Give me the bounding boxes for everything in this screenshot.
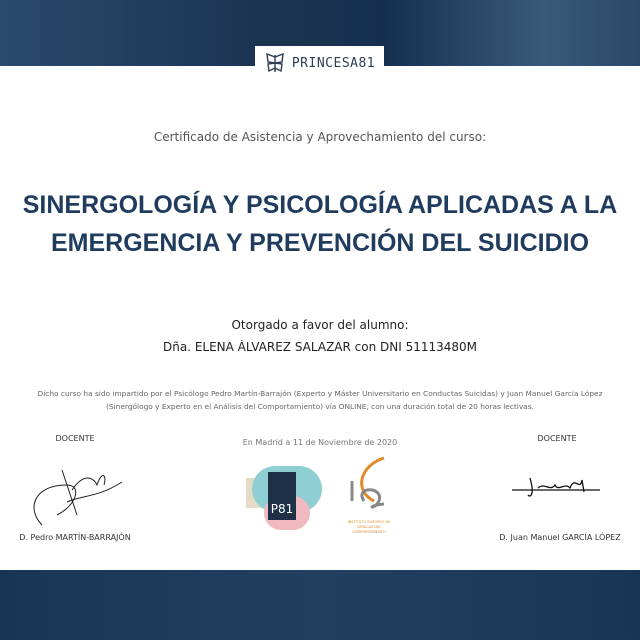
- certificate-subtitle: Certificado de Asistencia y Aprovechamiento del curso:: [153, 130, 487, 144]
- brand-logo: [255, 46, 384, 80]
- description-line-1: Dicho curso ha sido impartido por el Psicólogo Pedro Martín-Barrajón (Experto y Máster Universitario en Conductas Suicidas) y Juan Manuel García López: [37, 389, 603, 398]
- butterfly-icon: [264, 53, 286, 73]
- description-line-2: (Sinergólogo y Experto en el Análisis del Comportamiento) vía ONLINE, con una duración total de 20 horas lectivas.: [106, 402, 534, 411]
- right-role: DOCENTE: [537, 434, 577, 443]
- footer-background: [0, 570, 640, 640]
- awarded-label: Otorgado a favor del alumno:: [231, 318, 409, 332]
- right-teacher-name: D. Juan Manuel GARCÍA LÓPEZ: [499, 533, 621, 542]
- left-teacher-name: D. Pedro MARTÍN-BARRAJÓN: [19, 533, 131, 542]
- title-line-1: SINERGOLOGÍA Y PSICOLOGÍA APLICADAS A LA: [22, 191, 618, 219]
- title-line-2: EMERGENCIA Y PREVENCIÓN DEL SUICIDIO: [50, 229, 590, 257]
- institute-name: INSTITUTO EUROPEO DE CIENCIAS DEL COMPORTAMIENTO: [347, 520, 391, 534]
- p81-logo: [246, 466, 326, 530]
- left-signature: [22, 460, 132, 530]
- institute-logo: [344, 456, 394, 534]
- brand-name: PRINCESA81: [291, 55, 376, 71]
- student-name: Dña. ELENA ÁLVAREZ SALAZAR con DNI 51113480M: [162, 340, 478, 354]
- p81-text: P81: [268, 472, 296, 520]
- date: En Madrid a 11 de Noviembre de 2020: [242, 438, 398, 447]
- right-signature: [510, 470, 605, 505]
- course-title: [0, 186, 640, 262]
- course-description: [0, 387, 640, 413]
- left-role: DOCENTE: [55, 434, 95, 443]
